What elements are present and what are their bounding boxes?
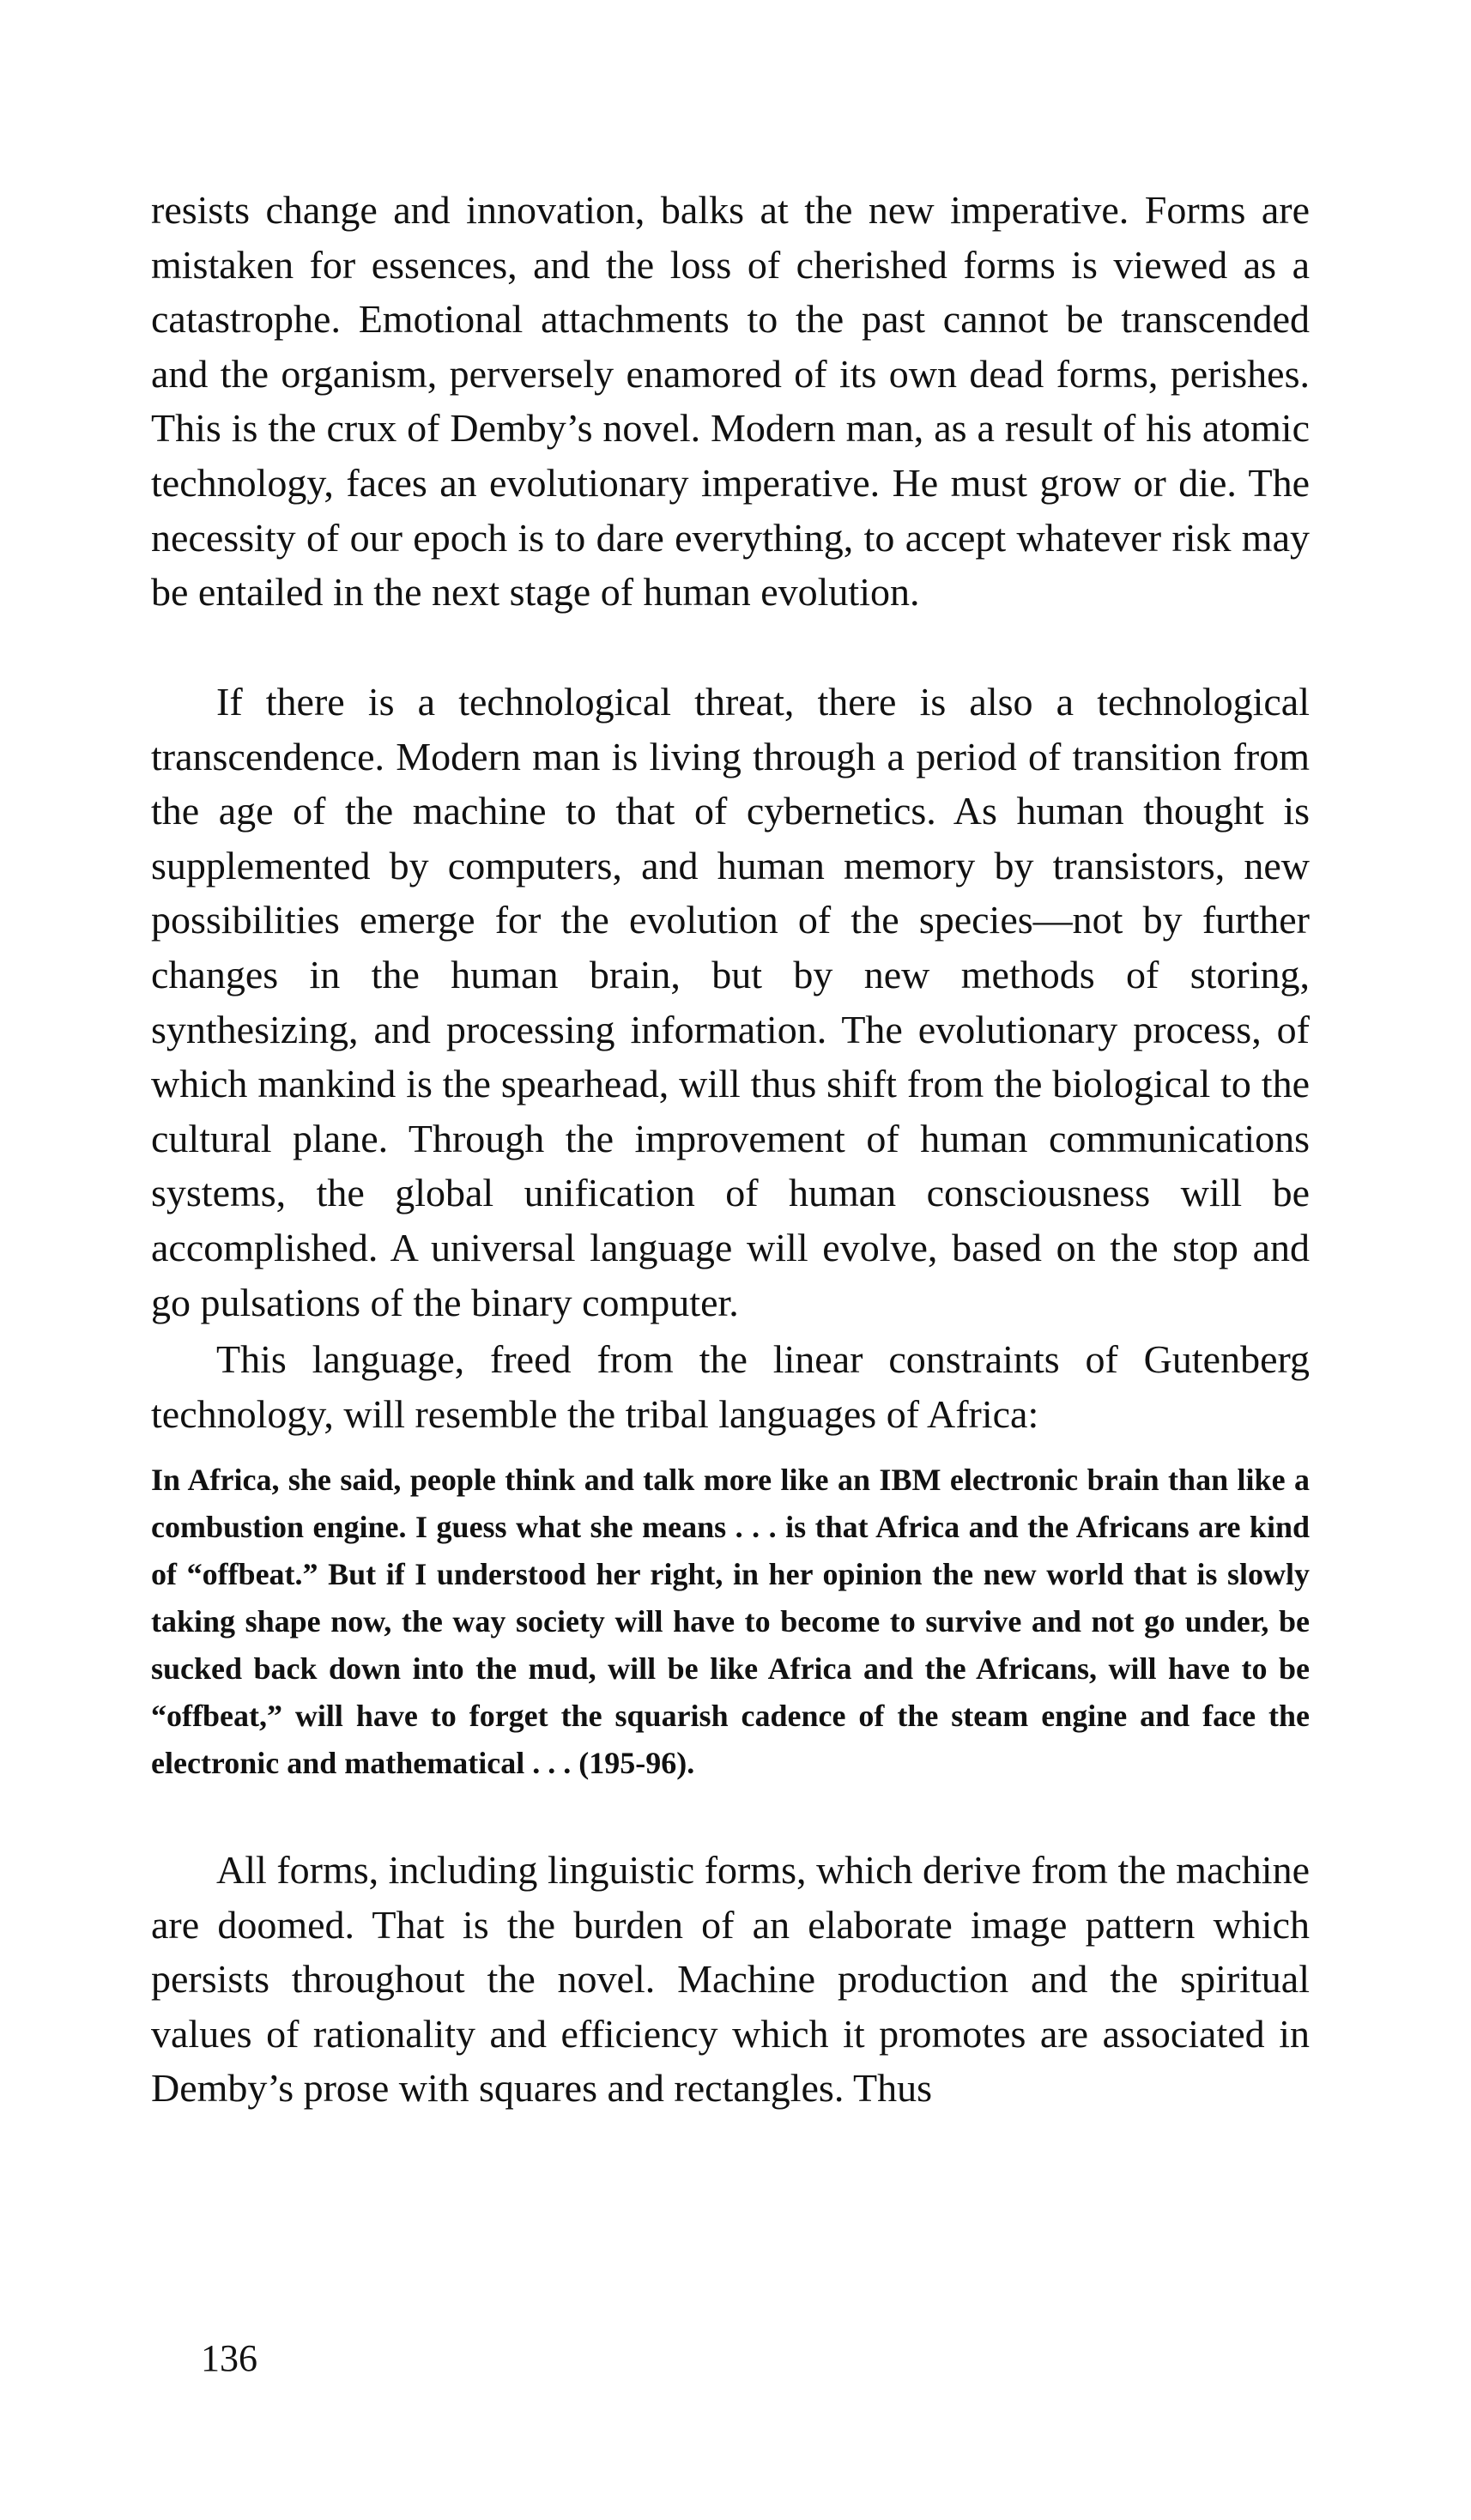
block-quote: In Africa, she said, people think and talk more like an IBM electronic brain than like a combustion engine. I guess what she means . . . is that Africa and the Africans are kind of “offbeat.” But if I understood her right, in her opinion the new world that is slowly taking shape now, the way society will have to become to survive and not go under, be sucked back down into the mud, will be like Africa and the Africans, will have to be “offbeat,” will have to forget the squarish cadence of the steam engine and face the electronic and mathematical . . . (195-96).: [151, 1463, 1310, 1780]
paragraph-3: [151, 1332, 1310, 1441]
paragraph-4: [151, 1843, 1310, 2116]
page-number: 136: [201, 2337, 257, 2379]
paragraph-4-text: All forms, including linguistic forms, which derive from the machine are doomed. That is the burden of an elaborate image pattern which persists throughout the novel. Machine production and the spiritual values of rationality and efficiency which it promotes are associated in Demby’s prose with squares and rectangles. Thus: [151, 1848, 1310, 2111]
paragraph-2-text: If there is a technological threat, there is also a technological transcendence. Modern man is living through a period of transition from the age of the machine to that of cybernetics. As human thought is supplemented by computers, and human memory by transistors, new possibilities emerge for the evolution of the species—not by further changes in the human brain, but by new methods of storing, synthesizing, and processing information. The evolutionary process, of which mankind is the spearhead, will thus shift from the biological to the cultural plane. Through the improvement of human communications systems, the global unification of human consciousness will be accomplished. A universal language will evolve, based on the stop and go pulsations of the binary computer.: [151, 680, 1310, 1324]
paragraph-3-text: This language, freed from the linear constraints of Gutenberg technology, will resemble the tribal languages of Africa:: [151, 1337, 1310, 1436]
paragraph-2: [151, 675, 1310, 1330]
paragraph-1: [151, 183, 1310, 620]
paragraph-1-text: resists change and innovation, balks at the new imperative. Forms are mistaken for essences, and the loss of cherished forms is viewed as a catastrophe. Emotional attachments to the past cannot be transcended and the organism, perversely enamored of its own dead forms, perishes. This is the crux of Demby’s novel. Modern man, as a result of his atomic technology, faces an evolutionary imperative. He must grow or die. The necessity of our epoch is to dare everything, to accept whatever risk may be entailed in the next stage of human evolution.: [151, 188, 1310, 615]
